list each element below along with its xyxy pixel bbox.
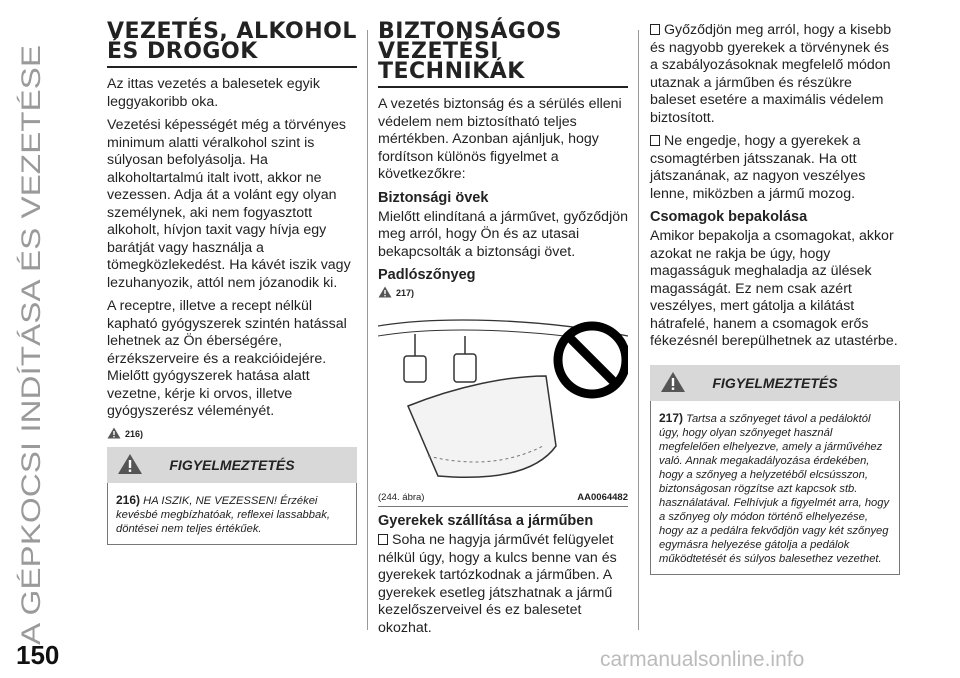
paragraph: Mielőtt elindítaná a járművet, győződjön meg arról, hogy Ön és az utasai bekapcsolták a biztonsági övet. [378, 208, 628, 260]
paragraph: Vezetési képességét még a törvényes minimum alatti véralkohol szint is súlyosan befolyásolja. Ha alkoholtartalmú italt ivott, akkor ne vezessen. Adja át a volánt egy olyan személynek, aki nem fogyasztott alkoholt, hívjon taxit vagy hívja egy barátját vagy használja a tömegközlekedést. Ha kávét iszik vagy lezuhanyozik, attól nem józanodik ki. [107, 117, 351, 291]
warning-box-header [107, 447, 357, 483]
figure-floor-mat [378, 306, 628, 507]
list-item: Ne engedje, hogy a gyerekek a csomagtérben játsszanak. Ha ott játszanának, az nagyon veszélyes lenne, miközben a jármű mozog. [650, 133, 866, 202]
column-2 [378, 19, 628, 643]
list-item: Győződjön meg arról, hogy a kisebb és nagyobb gyerekek a törvénynek és a szabályozásoknak megfelelő módon utaznak a járműben és részükre baleset esetére a maximális védelem biztosított. [650, 22, 892, 126]
chapter-side-title [10, 30, 50, 650]
page-number: 150 [16, 640, 60, 670]
warning-text: 216) HA ISZIK, NE VEZESSEN! Érzékei kevésbé megbízhatóak, reflexei lassabbak, döntései nem teljes értékűek. [116, 492, 330, 535]
chapter-side-title-text: A GÉPKOCSI INDÍTÁSA ÉS VEZETÉSE [16, 157, 46, 645]
warning-box-body [107, 483, 357, 545]
pedal-icon [404, 356, 426, 382]
list-item: Soha ne hagyja járművét felügyelet nélkül úgy, hogy a kulcs benne van és gyerekek tartózkodnak a járműben. A gyerekek esetleg játszhatnak a jármű kezelőszerveivel és ez balesetet okozhat. [378, 532, 617, 636]
floor-mat-illustration [378, 306, 628, 491]
warning-box-body [650, 401, 900, 575]
warning-triangle-icon [107, 427, 121, 439]
warning-title: FIGYELMEZTETÉS [169, 456, 295, 473]
column-3 [650, 22, 900, 575]
warning-box-header [650, 365, 900, 401]
paragraph: Amikor bepakolja a csomagokat, akkor azokat ne rakja be úgy, hogy magasságuk meghaladja az ülések magasságát. Ez nem csak azért veszélyes, mert gátolja a kilátást hátrafelé, hanem a csomagok erős fékezésnél berepülhetnek az utastérbe. [650, 228, 898, 349]
subheading-luggage: Csomagok bepakolása [650, 209, 808, 225]
paragraph: A vezetés biztonság és a sérülés elleni védelem nem biztosítható teljes mértékben. Azonban ajánljuk, hogy fordítson különös figyelmet a következőkre: [378, 96, 622, 182]
paragraph: A receptre, illetve a recept nélkül kapható gyógyszerek szintén hatással lehetnek az Ön éberségére, érzékszerveire és a reakcióidejére. Mielőtt gyógyszerek hatása alatt vezetne, kérje ki orvos, illetve gyógyszerész véleményét. [107, 298, 347, 419]
warning-triangle-icon [378, 286, 392, 298]
subheading-children: Gyerekek szállítása a járműben [378, 513, 594, 529]
figure-code: AA0064482 [577, 492, 628, 503]
section-heading-alcohol: VEZETÉS, ALKOHOL ÉS DROGOK [107, 22, 357, 68]
paragraph: Az ittas vezetés a balesetek egyik leggyakoribb oka. [107, 76, 320, 110]
pedal-icon [454, 354, 476, 382]
warning-reference: 217) [378, 286, 628, 298]
warning-reference: 216) [107, 427, 357, 439]
figure-caption: (244. ábra) [378, 492, 425, 503]
section-heading-safe-driving: BIZTONSÁGOS VEZETÉSI TECHNIKÁK [378, 22, 628, 88]
column-divider-2 [638, 30, 639, 630]
watermark: carmanualsonline.info [600, 648, 805, 671]
warning-text: 217) Tartsa a szőnyeget távol a pedáloktól úgy, hogy olyan szőnyeget használ megfelelően elhelyezve, amely a járművéhez való. Annak megakadályozása érdekében, hogy a szőnyeg a helyzetéből elcsússzon, biztonságosan rögzítse azt kapcsok stb. használatával. Felhívjuk a figyelmét arra, hogy a szőnyeg oly módon történő elhelyezése, hogy az a pedálra fekvődjön vagy két szőnyeg egymásra helyezése gátolja a pedálok működtetését és súlyos balesethez vezethet. [659, 410, 890, 565]
subheading-floor-mat: Padlószőnyeg [378, 267, 476, 283]
column-divider-1 [367, 30, 368, 630]
column-1 [107, 19, 357, 545]
checkbox-bullet-icon [650, 135, 660, 146]
checkbox-bullet-icon [650, 24, 660, 35]
checkbox-bullet-icon [378, 534, 388, 545]
subheading-seatbelts: Biztonsági övek [378, 189, 489, 206]
warning-title: FIGYELMEZTETÉS [712, 374, 838, 391]
